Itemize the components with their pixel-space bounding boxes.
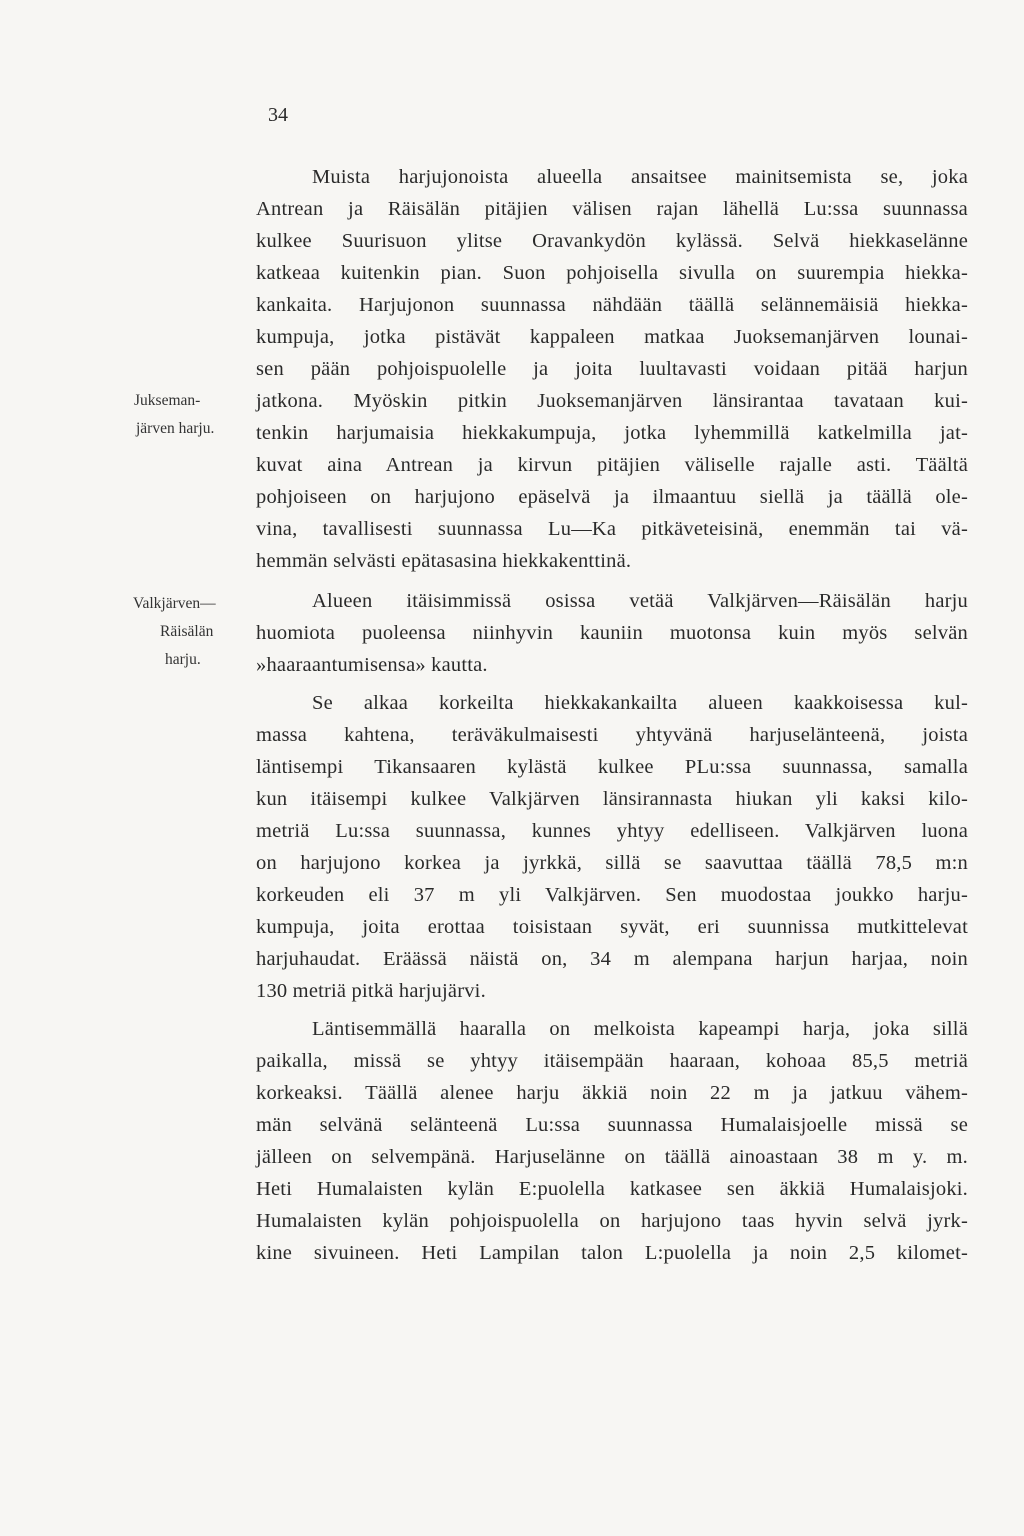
text-line: kine sivuineen. Heti Lampilan talon L:puolella ja noin 2,5 kilomet- bbox=[256, 1242, 968, 1264]
margin-note-juoksemanjarven-1: Jukseman- bbox=[134, 392, 201, 409]
text-line: Se alkaa korkeilta hiekkakankailta alueen kaakkoisessa kul- bbox=[312, 692, 968, 714]
text-line: harjuhaudat. Eräässä näistä on, 34 m alempana harjun harjaa, noin bbox=[256, 948, 968, 970]
text-line: massa kahtena, teräväkulmaisesti yhtyvänä harjuselänteenä, joista bbox=[256, 724, 968, 746]
text-line: »haaraantumisensa» kautta. bbox=[256, 654, 488, 676]
text-line: kuvat aina Antrean ja kirvun pitäjien väliselle rajalle asti. Täältä bbox=[256, 454, 968, 476]
text-line: katkeaa kuitenkin pian. Suon pohjoisella sivulla on suurempia hiekka- bbox=[256, 262, 968, 284]
text-line: vina, tavallisesti suunnassa Lu—Ka pitkäveteisinä, enemmän tai vä- bbox=[256, 518, 968, 540]
text-line: hemmän selvästi epätasasina hiekkakenttinä. bbox=[256, 550, 632, 572]
text-line: sen pään pohjoispuolelle ja joita luultavasti voidaan pitää harjun bbox=[256, 358, 968, 380]
text-line: pohjoiseen on harjujono epäselvä ja ilmaantuu siellä ja täällä ole- bbox=[256, 486, 968, 508]
text-line: tenkin harjumaisia hiekkakumpuja, jotka lyhemmillä katkelmilla jat- bbox=[256, 422, 968, 444]
text-line: kumpuja, jotka pistävät kappaleen matkaa Juoksemanjärven lounai- bbox=[256, 326, 968, 348]
margin-note-valkjarven-1: Valkjärven— bbox=[133, 595, 216, 612]
text-line: jatkona. Myöskin pitkin Juoksemanjärven länsirantaa tavataan kui- bbox=[256, 390, 968, 412]
text-line: jälleen on selvempänä. Harjuselänne on täällä ainoastaan 38 m y. m. bbox=[256, 1146, 968, 1168]
text-line: paikalla, missä se yhtyy itäisempään haaraan, kohoaa 85,5 metriä bbox=[256, 1050, 968, 1072]
text-line: huomiota puoleensa niinhyvin kauniin muotonsa kuin myös selvän bbox=[256, 622, 968, 644]
text-line: Antrean ja Räisälän pitäjien välisen rajan lähellä Lu:ssa suunnassa bbox=[256, 198, 968, 220]
text-line: metriä Lu:ssa suunnassa, kunnes yhtyy edelliseen. Valkjärven luona bbox=[256, 820, 968, 842]
text-line: kumpuja, joita erottaa toisistaan syvät, eri suunnissa mutkittelevat bbox=[256, 916, 968, 938]
text-line: Muista harjujonoista alueella ansaitsee mainitsemista se, joka bbox=[312, 166, 968, 188]
text-line: Alueen itäisimmissä osissa vetää Valkjärven—Räisälän harju bbox=[312, 590, 968, 612]
text-line: korkeuden eli 37 m yli Valkjärven. Sen muodostaa joukko harju- bbox=[256, 884, 968, 906]
text-line: Läntisemmällä haaralla on melkoista kapeampi harja, joka sillä bbox=[312, 1018, 968, 1040]
text-line: män selvänä selänteenä Lu:ssa suunnassa Humalaisjoelle missä se bbox=[256, 1114, 968, 1136]
margin-note-valkjarven-3: harju. bbox=[165, 651, 201, 668]
text-line: 130 metriä pitkä harjujärvi. bbox=[256, 980, 486, 1002]
text-line: kulkee Suurisuon ylitse Oravankydön kylässä. Selvä hiekkaselänne bbox=[256, 230, 968, 252]
text-line: Humalaisten kylän pohjoispuolella on harjujono taas hyvin selvä jyrk- bbox=[256, 1210, 968, 1232]
margin-note-juoksemanjarven-2: järven harju. bbox=[136, 420, 215, 437]
page-number: 34 bbox=[268, 104, 288, 126]
text-line: kankaita. Harjujonon suunnassa nähdään täällä selännemäisiä hiekka- bbox=[256, 294, 968, 316]
text-line: läntisempi Tikansaaren kylästä kulkee PLu:ssa suunnassa, samalla bbox=[256, 756, 968, 778]
text-line: kun itäisempi kulkee Valkjärven länsirannasta hiukan yli kaksi kilo- bbox=[256, 788, 968, 810]
text-line: korkeaksi. Täällä alenee harju äkkiä noin 22 m ja jatkuu vähem- bbox=[256, 1082, 968, 1104]
text-line: Heti Humalaisten kylän E:puolella katkasee sen äkkiä Humalaisjoki. bbox=[256, 1178, 968, 1200]
margin-note-valkjarven-2: Räisälän bbox=[160, 623, 214, 640]
text-line: on harjujono korkea ja jyrkkä, sillä se saavuttaa täällä 78,5 m:n bbox=[256, 852, 968, 874]
